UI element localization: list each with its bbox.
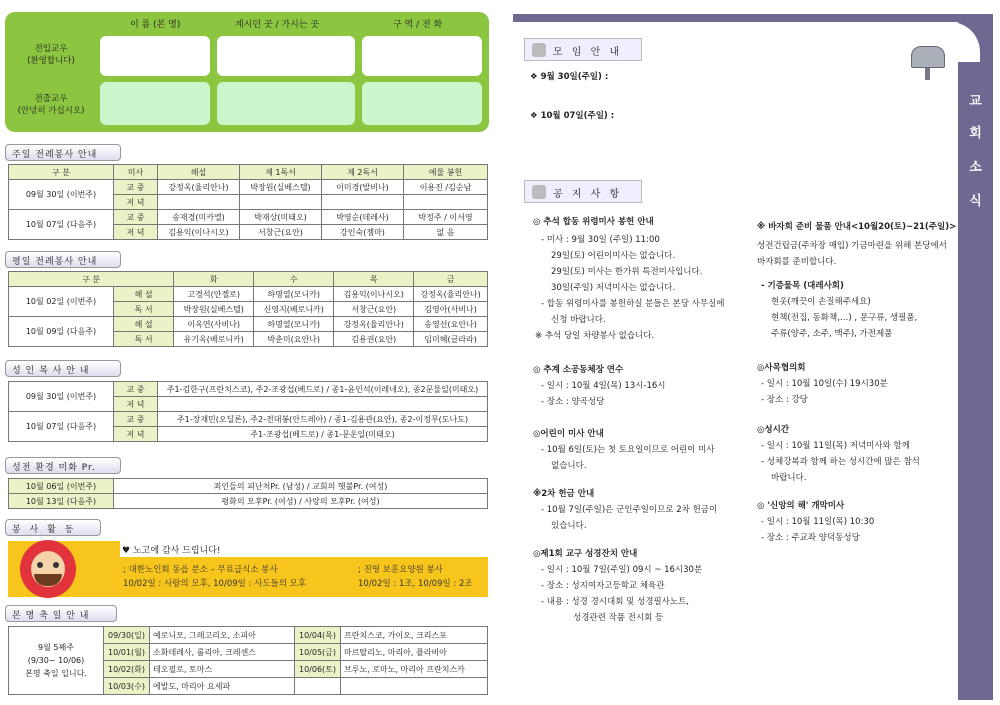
notice-col-left: ◎ 추석 합동 위령미사 봉헌 안내 - 미사 : 9월 30일 (주일) 11:00 29일(토) 어린이미사는 없습니다. 29일(토) 미사는 한가위 특전미사입니다. 30일(주일) 저녁미사는 없습니다. - 합동 위령미사를 봉헌하실 분들은 본당 사무실에 신청 바랍니다. ※ 추석 당일 차량봉사 없습니다. ◎ 추계 소공동체장 연수 - 일시 : 10월 4일(목) 13시-16시 - 장소 : 양곡성당 ◎어린이 미사 안내 - 10월 6일(토)는 첫 토요일이므로 어린이 미사 없습니다. ※2차 헌금 안내 - 10월 7일(주일)은 군인주일이므로 2차 헌금이 있습니다. ◎제1회 교구 성경잔치 안내 - 일시 : 10월 7일(주일) 09시 ~ 16시30분 - 장소 : 성지여자고등학교 체육관 - 내용 : 성경 경시대회 및 성경필사노트, 성경관련 작품 전시회 등	[533, 217, 725, 623]
service-right-line1: ; 진영 보훈요양원 봉사	[358, 565, 443, 575]
sunday-table: 구 분 미사 해설 제 1독서 제 2독서 예물 봉헌 09월 30일 (이번주) 교 중 강정옥(율리안나) 박장원(실베스텔) 이미경(발비나) 이용진 /김순남 저 녁 10월 07일 (다음주) 교 중 송재경(미카엘) 박재상(미태오) 박영순(데레사) 박정주 / 이서영 저 녁 김용익(이나시오) 서창근(요안) 강인숙(젬마) 없 음	[8, 164, 488, 240]
meeting-header: 모 임 안 내	[524, 38, 642, 61]
env-section-title: 성전 환경 미화 Pr.	[5, 457, 121, 474]
saints-table	[8, 626, 488, 695]
newcomer-out-name	[100, 82, 210, 125]
newcomer-out-place	[217, 82, 355, 125]
newcomer-out-label: 전출교우 (안녕히 가십시오)	[17, 94, 85, 116]
meeting-1: ❖ 9월 30일(주일) :	[530, 72, 609, 82]
vertical-title-1: 교	[969, 94, 982, 109]
table-row: 10/03(수) 에발도, 마리아 요세파	[9, 678, 488, 695]
service-left-line1: ; 대한노인회 동읍 분소 – 무료급식소 봉사	[123, 565, 278, 575]
meeting-2: ❖ 10월 07일(주일) :	[530, 111, 615, 121]
service-section-title: 봉 사 활 동	[5, 519, 101, 536]
weekday-table: 구 분 화 수 목 금 10월 02일 (이번주) 해 설 고경석(안젤로) 하명열(모니카) 김용익(이나시오) 강정옥(율리안나) 독 서 박장원(실베스텔) 신영지(베로니카) 서창근(요안) 김영아(사비나) 10월 09일 (다음주) 해 설 이옥연(사비나) 하명열(모니카) 강정옥(율리안나) 송영선(요안나) 독 서 유기옥(베로니카) 박춘미(요안나) 김용권(요안) 임미혜(글라라)	[8, 271, 488, 347]
table-row: 10월 07일 (다음주) 교 중 송재경(미카엘) 박재상(미태오) 박영순(데레사) 박정주 / 이서영	[9, 210, 488, 225]
altar-section-title: 성 인 복 사 안 내	[5, 360, 121, 377]
newcomer-in-district	[362, 36, 482, 76]
table-row: 10/01(월) 소화데레사, 롤리아, 크레센스 10/05(금) 마르탈리노, 마리아, 플라비아	[9, 644, 488, 661]
table-row: 9월 5째주 (9/30~ 10/06) 본명 축일 입니다. 09/30(일) 예로니모, 그레고리오, 소피아 10/04(목) 프란치스코, 가이오, 크리스포	[9, 627, 488, 644]
table-row: 10월 02일 (이번주) 해 설 고경석(안젤로) 하명열(모니카) 김용익(이나시오) 강정옥(율리안나)	[9, 287, 488, 302]
notice-col-right: ※ 바자회 준비 물품 안내<10월20(토)~21(주일)> 성전건립금(주차장 매입) 기금마련을 위해 본당에서 바자회를 준비합니다. - 기증물목 (대레사회) 현옷(깨끗이 손질해주세요) 현책(전집, 동화책,…) , 문구류, 생필품, 주류(양주, 소주, 맥주), 가전제품 ◎사목협의회 - 일시 : 10월 10일(수) 19시30분 - 장소 : 강당 ◎성시간 - 일시 : 10월 11일(목) 저녁미사와 함께 - 성체강복과 함께 하는 성시간에 많은 참석 바랍니다. ◎ '신앙의 해' 개막미사 - 일시 : 10월 11일(목) 10:30 - 장소 : 주교좌 양덕동성당	[757, 222, 957, 543]
altar-table	[8, 381, 488, 442]
notice-icon	[532, 185, 546, 199]
weekday-section-title: 평일 전례봉사 안내	[5, 251, 121, 268]
env-table	[8, 478, 488, 509]
newcomer-in-name	[100, 36, 210, 76]
vertical-title-2: 회	[969, 126, 982, 141]
right-top-bar	[513, 14, 958, 22]
table-row: 저 녁	[9, 397, 488, 412]
table-row: 09월 30일 (이번주) 교 중 강정옥(율리안나) 박장원(실베스텔) 이미경(발비나) 이용진 /김순남	[9, 180, 488, 195]
right-side-bar	[958, 14, 993, 700]
newcomer-out-district	[362, 82, 482, 125]
table-row: 독 서 유기옥(베로니카) 박춘미(요안나) 김용권(요안) 임미혜(글라라)	[9, 332, 488, 347]
newcomer-header-place: 계시던 곳 / 가시는 곳	[235, 20, 320, 30]
table-row: 10월 07일 (다음주) 교 중 주1-장재민(오딜론), 주2-전대봉(안드레아) / 종1-김용관(요안), 종2-이정무(도나도)	[9, 412, 488, 427]
heart-illustration-icon	[20, 540, 76, 598]
table-row: 저 녁 김용익(이나시오) 서창근(요안) 강인숙(젬마) 없 음	[9, 225, 488, 240]
mailbox-icon	[905, 40, 953, 80]
table-row: 09월 30일 (이번주) 교 중 주1-김한구(프란치스코), 주2-조광섭(베드로) / 종1-윤인석(이레네오), 종2문물일(미태오)	[9, 382, 488, 397]
table-row: 저 녁	[9, 195, 488, 210]
vertical-title-4: 식	[969, 194, 982, 209]
saints-section-title: 본 명 축 일 안 내	[5, 605, 117, 622]
table-row: 독 서 박장원(실베스텔) 신영지(베로니카) 서창근(요안) 김영아(사비나)	[9, 302, 488, 317]
table-row: 10/02(화) 테오필로, 토마스 10/06(토) 브루노, 로마노, 마리아 프란치스카	[9, 661, 488, 678]
newcomer-in-label: 전입교우 (환영합니다)	[27, 44, 75, 66]
newcomer-in-place	[217, 36, 355, 76]
vertical-title-3: 소	[969, 160, 982, 175]
meeting-icon	[532, 43, 546, 57]
newcomer-header-name: 이 름 (본 명)	[130, 20, 181, 30]
table-row: 10월 09일 (다음주) 해 설 이옥연(사비나) 하명열(모니카) 강정옥(율리안나) 송영선(요안나)	[9, 317, 488, 332]
newcomer-header-district: 구 역 / 전 화	[393, 20, 443, 30]
service-right-line2: 10/02일 : 1조, 10/09일 : 2조	[358, 579, 473, 589]
table-row: 10월 13일 (다음주) 평화의 모후Pr. (여성) / 사랑의 모후Pr. (여성)	[9, 494, 488, 509]
table-row: 10월 06일 (이번주) 죄인들의 피난처Pr. (남성) / 교회의 햇불Pr. (여성)	[9, 479, 488, 494]
service-left-line2: 10/02일 : 사랑의 모후, 10/09일 : 사도들의 모후	[123, 579, 307, 589]
sunday-section-title: 주일 전례봉사 안내	[5, 144, 121, 161]
table-row: 저 녁 주1-조광섭(베드로) / 종1-문운일(미태오)	[9, 427, 488, 442]
notice-header: 공 지 사 항	[524, 180, 642, 203]
service-thanks: ♥ 노고에 감사 드립니다!	[120, 541, 488, 557]
